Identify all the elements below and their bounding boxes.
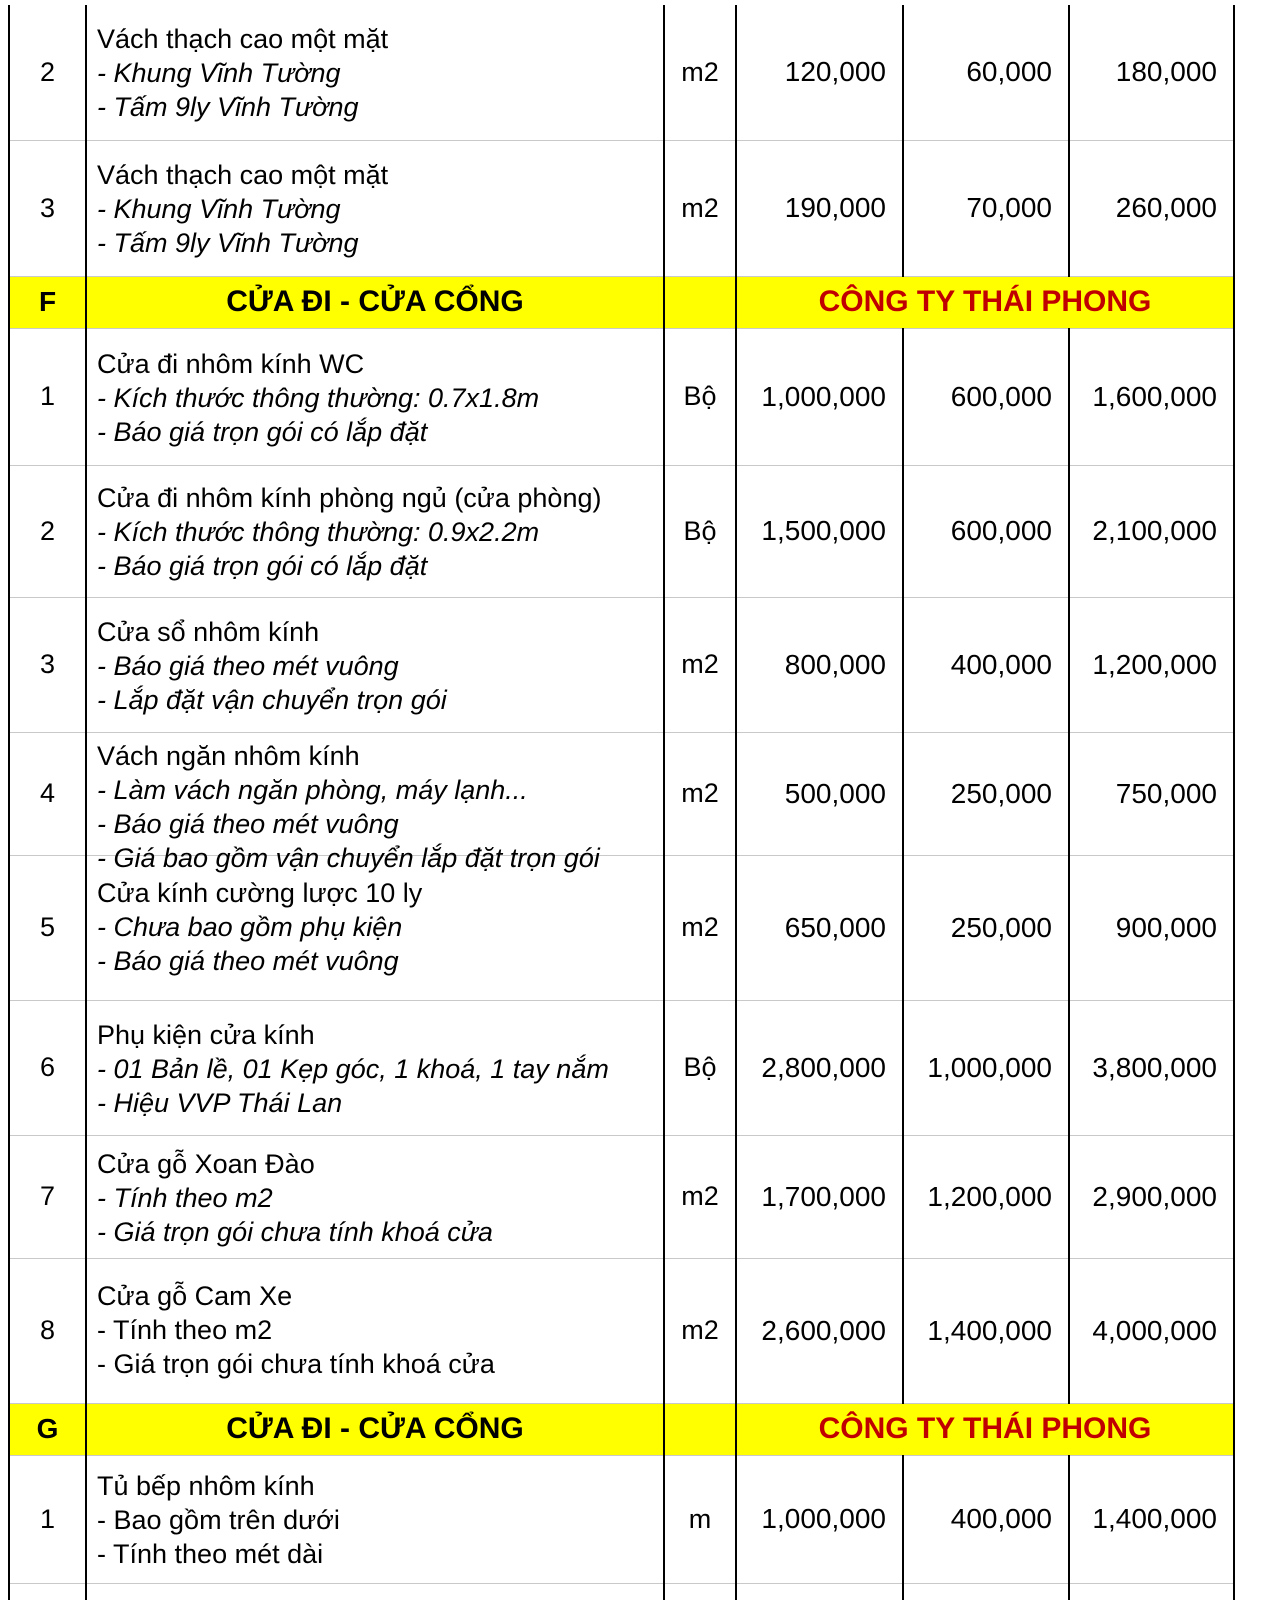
row-number: 1 (9, 1455, 86, 1583)
row-number: 7 (9, 1135, 86, 1258)
item-description-cell (86, 732, 664, 873)
section-title: CỬA ĐI - CỬA CỔNG (86, 1403, 664, 1455)
table-row (9, 1000, 1234, 1135)
item-description-cell (86, 5, 664, 140)
item-details (97, 1503, 657, 1571)
unit-cell: m (664, 1455, 736, 1583)
item-title: Tủ bếp nhôm kính (97, 1470, 315, 1501)
unit-cell: m2 (664, 855, 736, 1000)
item-description (87, 856, 663, 1000)
price-cell-1: 2,600,000 (736, 1258, 903, 1403)
price-cell-3: 2,100,000 (1069, 465, 1234, 597)
price-cell-2: 600,000 (903, 465, 1069, 597)
item-detail-line: - Tấm 9ly Vĩnh Tường (97, 92, 359, 122)
unit-cell: m2 (664, 140, 736, 276)
item-details (97, 192, 657, 260)
price-cell-2: 1,400,000 (903, 1258, 1069, 1403)
price-cell-2: 600,000 (903, 328, 1069, 465)
item-detail-line: - Kích thước thông thường: 0.9x2.2m (97, 516, 540, 547)
unit-cell: Bộ (664, 465, 736, 597)
item-description-cell (86, 1135, 664, 1258)
row-number: 4 (9, 732, 86, 855)
item-detail-line: - Báo giá trọn gói có lắp đặt (97, 550, 428, 581)
price-cell-3: 2,900,000 (1069, 1135, 1234, 1258)
table-row (9, 465, 1234, 597)
row-number: 2 (9, 5, 86, 140)
price-cell-2: 400,000 (903, 597, 1069, 732)
price-cell-1: 650,000 (736, 855, 903, 1000)
unit-cell: m2 (664, 1135, 736, 1258)
section-title: CỬA ĐI - CỬA CỔNG (86, 276, 664, 328)
item-title: Cửa đi nhôm kính phòng ngủ (cửa phòng) (97, 482, 602, 513)
price-cell-2: 250,000 (903, 855, 1069, 1000)
item-description-cell (86, 1000, 664, 1135)
price-cell-3: 1,200,000 (1069, 597, 1234, 732)
item-detail-line: - Tấm 9ly Vĩnh Tường (97, 227, 359, 258)
price-cell-3: 3,800,000 (1069, 1000, 1234, 1135)
item-detail-line: - Tính theo m2 (97, 1182, 273, 1213)
price-cell-1: 1,700,000 (736, 1135, 903, 1258)
item-detail-line: - Giá trọn gói chưa tính khoá cửa (97, 1216, 493, 1247)
price-cell-2: 250,000 (903, 732, 1069, 855)
item-title: Cửa sổ nhôm kính (97, 616, 320, 647)
unit-cell: Bộ (664, 1000, 736, 1135)
price-cell-3: 900,000 (1069, 855, 1234, 1000)
item-details (97, 649, 657, 717)
item-title: Vách thạch cao một mặt (97, 159, 389, 190)
item-details (97, 515, 657, 583)
item-description (87, 1001, 663, 1135)
item-details (97, 773, 657, 875)
table-row (9, 5, 1234, 140)
item-description-cell (86, 1455, 664, 1583)
section-code: G (9, 1403, 86, 1455)
unit-cell: m2 (664, 732, 736, 855)
item-detail-line: - Kích thước thông thường: 0.7x1.8m (97, 382, 540, 413)
price-cell-1: 1,000,000 (736, 328, 903, 465)
unit-cell: m2 (664, 1258, 736, 1403)
price-cell-1: 190,000 (736, 140, 903, 276)
item-description-cell (86, 1258, 664, 1403)
price-cell-1: 2,800,000 (736, 1000, 903, 1135)
item-details (97, 56, 657, 124)
section-company: CÔNG TY THÁI PHONG (736, 1403, 1234, 1455)
cutoff-row (9, 1583, 1234, 1600)
item-detail-line: - Khung Vĩnh Tường (97, 193, 341, 224)
item-description (87, 1259, 663, 1403)
item-detail-line: - Làm vách ngăn phòng, máy lạnh... (97, 774, 528, 805)
row-number: 8 (9, 1258, 86, 1403)
item-details (97, 1313, 657, 1381)
item-detail-line: - Khung Vĩnh Tường (97, 58, 341, 88)
item-description (87, 141, 663, 276)
unit-cell: m2 (664, 5, 736, 140)
table-row (9, 732, 1234, 855)
price-cell-3: 260,000 (1069, 140, 1234, 276)
item-description-cell (86, 465, 664, 597)
item-detail-line: - Lắp đặt vận chuyển trọn gói (97, 684, 447, 715)
price-cell-1: 1,500,000 (736, 465, 903, 597)
item-detail-line: - Tính theo mét dài (97, 1538, 324, 1569)
item-title: Vách ngăn nhôm kính (97, 740, 360, 771)
row-number: 2 (9, 465, 86, 597)
item-detail-line: - Chưa bao gồm phụ kiện (97, 911, 403, 942)
item-description (87, 1456, 663, 1583)
item-details (97, 1052, 657, 1120)
table-row (9, 855, 1234, 1000)
item-detail-line: - Bao gồm trên dưới (97, 1504, 340, 1535)
item-detail-line: - Báo giá theo mét vuông (97, 808, 399, 839)
item-detail-line: - Giá trọn gói chưa tính khoá cửa (97, 1348, 495, 1379)
table-row (9, 1455, 1234, 1583)
section-unit-cell (664, 1403, 736, 1455)
item-detail-line: - Báo giá theo mét vuông (97, 945, 399, 976)
row-number: 1 (9, 328, 86, 465)
item-details (97, 381, 657, 449)
row-number: 6 (9, 1000, 86, 1135)
price-cell-2: 60,000 (903, 5, 1069, 140)
item-detail-line: - Hiệu VVP Thái Lan (97, 1087, 343, 1118)
item-detail-line: - 01 Bản lề, 01 Kẹp góc, 1 khoá, 1 tay nắm (97, 1053, 609, 1084)
price-cell-1: 500,000 (736, 732, 903, 855)
item-description (87, 598, 663, 732)
row-number: 3 (9, 597, 86, 732)
table-row (9, 1258, 1234, 1403)
item-title: Cửa đi nhôm kính WC (97, 348, 365, 379)
item-detail-line: - Giá bao gồm vận chuyển lắp đặt trọn gói (97, 842, 600, 873)
item-title: Cửa gỗ Cam Xe (97, 1280, 293, 1311)
price-table (8, 5, 1235, 1600)
item-title: Cửa kính cường lược 10 ly (97, 877, 423, 908)
item-description-cell (86, 140, 664, 276)
price-cell-3: 1,600,000 (1069, 328, 1234, 465)
price-cell-2: 400,000 (903, 1455, 1069, 1583)
table-row (9, 1135, 1234, 1258)
price-cell-2: 1,000,000 (903, 1000, 1069, 1135)
section-unit-cell (664, 276, 736, 328)
item-details (97, 910, 657, 978)
row-number: 3 (9, 140, 86, 276)
price-cell-1: 800,000 (736, 597, 903, 732)
item-description-cell (86, 597, 664, 732)
item-description-cell (86, 328, 664, 465)
item-title: Vách thạch cao một mặt (97, 24, 389, 54)
price-cell-1: 120,000 (736, 5, 903, 140)
price-cell-3: 1,400,000 (1069, 1455, 1234, 1583)
table-row (9, 140, 1234, 276)
table-row (9, 597, 1234, 732)
row-number: 5 (9, 855, 86, 1000)
item-detail-line: - Tính theo m2 (97, 1314, 273, 1345)
item-title: Cửa gỗ Xoan Đào (97, 1148, 315, 1179)
section-header-row (9, 1403, 1234, 1455)
price-cell-1: 1,000,000 (736, 1455, 903, 1583)
price-table-body (9, 5, 1234, 1600)
price-cell-3: 750,000 (1069, 732, 1234, 855)
item-description-cell (86, 855, 664, 1000)
item-description (87, 5, 663, 139)
table-row (9, 328, 1234, 465)
item-detail-line: - Báo giá trọn gói có lắp đặt (97, 416, 428, 447)
price-cell-2: 70,000 (903, 140, 1069, 276)
item-description (87, 466, 663, 597)
unit-cell: m2 (664, 597, 736, 732)
section-header-row (9, 276, 1234, 328)
item-title: Phụ kiện cửa kính (97, 1019, 315, 1050)
item-description (87, 329, 663, 465)
section-code: F (9, 276, 86, 328)
item-description (87, 733, 663, 873)
item-details (97, 1181, 657, 1249)
price-cell-2: 1,200,000 (903, 1135, 1069, 1258)
item-description (87, 1136, 663, 1258)
section-company: CÔNG TY THÁI PHONG (736, 276, 1234, 328)
item-detail-line: - Báo giá theo mét vuông (97, 650, 399, 681)
price-cell-3: 180,000 (1069, 5, 1234, 140)
unit-cell: Bộ (664, 328, 736, 465)
price-cell-3: 4,000,000 (1069, 1258, 1234, 1403)
